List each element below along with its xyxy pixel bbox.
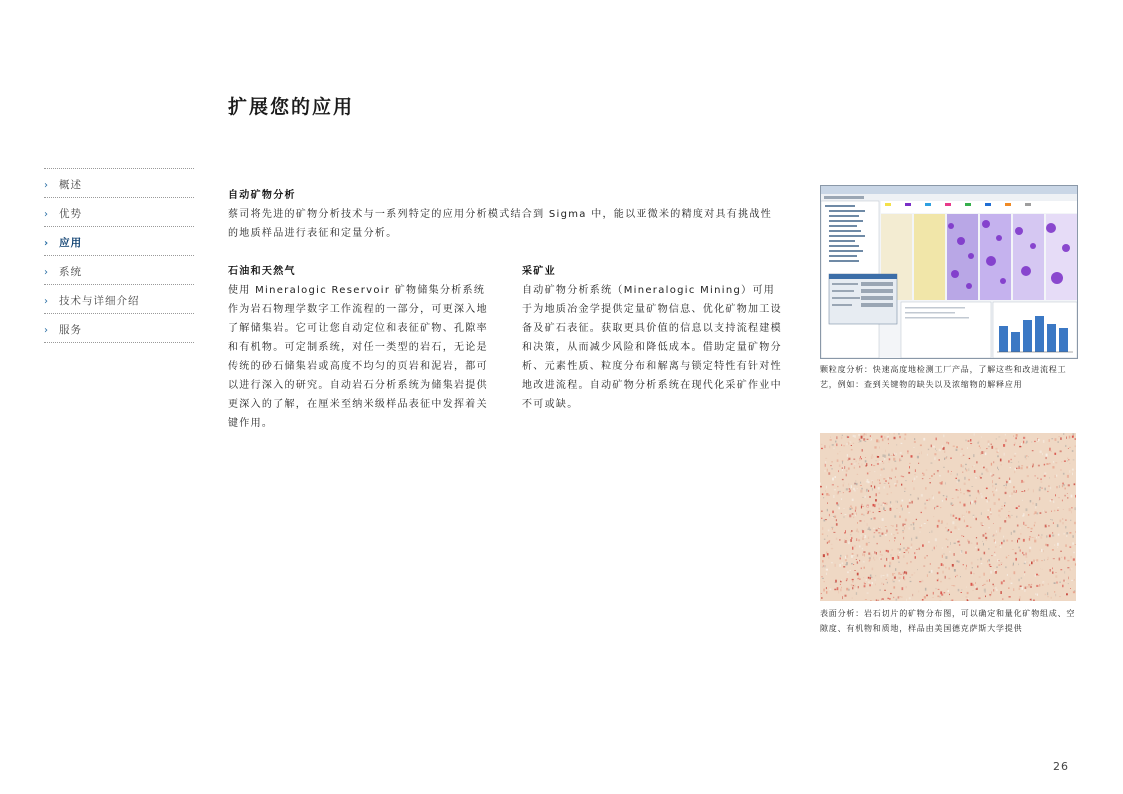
nav-item-overview[interactable] (44, 168, 194, 197)
section-body: 自动矿物分析系统（Mineralogic Mining）可用于为地质冶金学提供定量矿物信息、优化矿物加工设备及矿石表征。获取更具价值的信息以支持流程建模和决策，从而减少风险和降低成本。借助定量矿物分析、元素性质、粒度分布和解离与锁定特性有针对性地改进流程。自动矿物分析系统在现代化采矿作业中不可或缺。 (522, 285, 782, 410)
section-heading: 采矿业 (522, 266, 556, 277)
section-heading: 自动矿物分析 (228, 190, 296, 201)
chevron-right-icon: › (44, 209, 49, 220)
software-screenshot-image (820, 185, 1078, 359)
nav-item-label: 优势 (59, 208, 82, 220)
chevron-right-icon: › (44, 296, 49, 307)
nav-item-label: 技术与详细介绍 (59, 295, 140, 307)
nav-item-system[interactable] (44, 255, 194, 284)
nav-item-service[interactable] (44, 313, 194, 343)
chevron-right-icon: › (44, 238, 50, 249)
nav-item-applications[interactable] (44, 226, 194, 255)
chevron-right-icon: › (44, 267, 49, 278)
rock-section-image (820, 433, 1076, 601)
chevron-right-icon: › (44, 325, 49, 336)
intro-section (228, 186, 783, 243)
figure-caption: 颗粒度分析：快速高度地检测工厂产品，了解这些和改进流程工艺，例如：查到关键物的缺失以及浓缩物的解释应用 (820, 365, 1067, 389)
section-heading: 石油和天然气 (228, 266, 296, 277)
chevron-right-icon: › (44, 180, 49, 191)
nav-item-label: 服务 (59, 324, 82, 336)
section-body: 蔡司将先进的矿物分析技术与一系列特定的应用分析模式结合到 Sigma 中，能以亚微米的精度对具有挑战性的地质样品进行表征和定量分析。 (228, 209, 772, 239)
oil-gas-section (228, 262, 490, 433)
nav-item-label: 应用 (59, 237, 83, 249)
nav-item-label: 概述 (59, 179, 82, 191)
page-title: 扩展您的应用 (228, 96, 355, 118)
nav-item-advantages[interactable] (44, 197, 194, 226)
section-body: 使用 Mineralogic Reservoir 矿物储集分析系统作为岩石物理学数字工作流程的一部分，可更深入地了解储集岩。它可让您自动定位和表征矿物、孔隙率和有机物。可定制系统，对任一类型的岩石，无论是传统的砂石储集岩或高度不均匀的页岩和泥岩，都可以进行深入的研究。自动岩石分析系统为储集岩提供更深入的了解，在厘米至纳米级样品表征中发挥着关键作用。 (228, 285, 488, 429)
section-nav (44, 168, 194, 343)
figure-caption: 表面分析：岩石切片的矿物分布图，可以确定和量化矿物组成、空隙度、有机物和质地，样品由美国德克萨斯大学提供 (820, 609, 1076, 633)
nav-item-label: 系统 (59, 266, 82, 278)
nav-item-technology[interactable] (44, 284, 194, 313)
mining-section (522, 262, 784, 414)
page-number: 26 (1053, 760, 1069, 773)
